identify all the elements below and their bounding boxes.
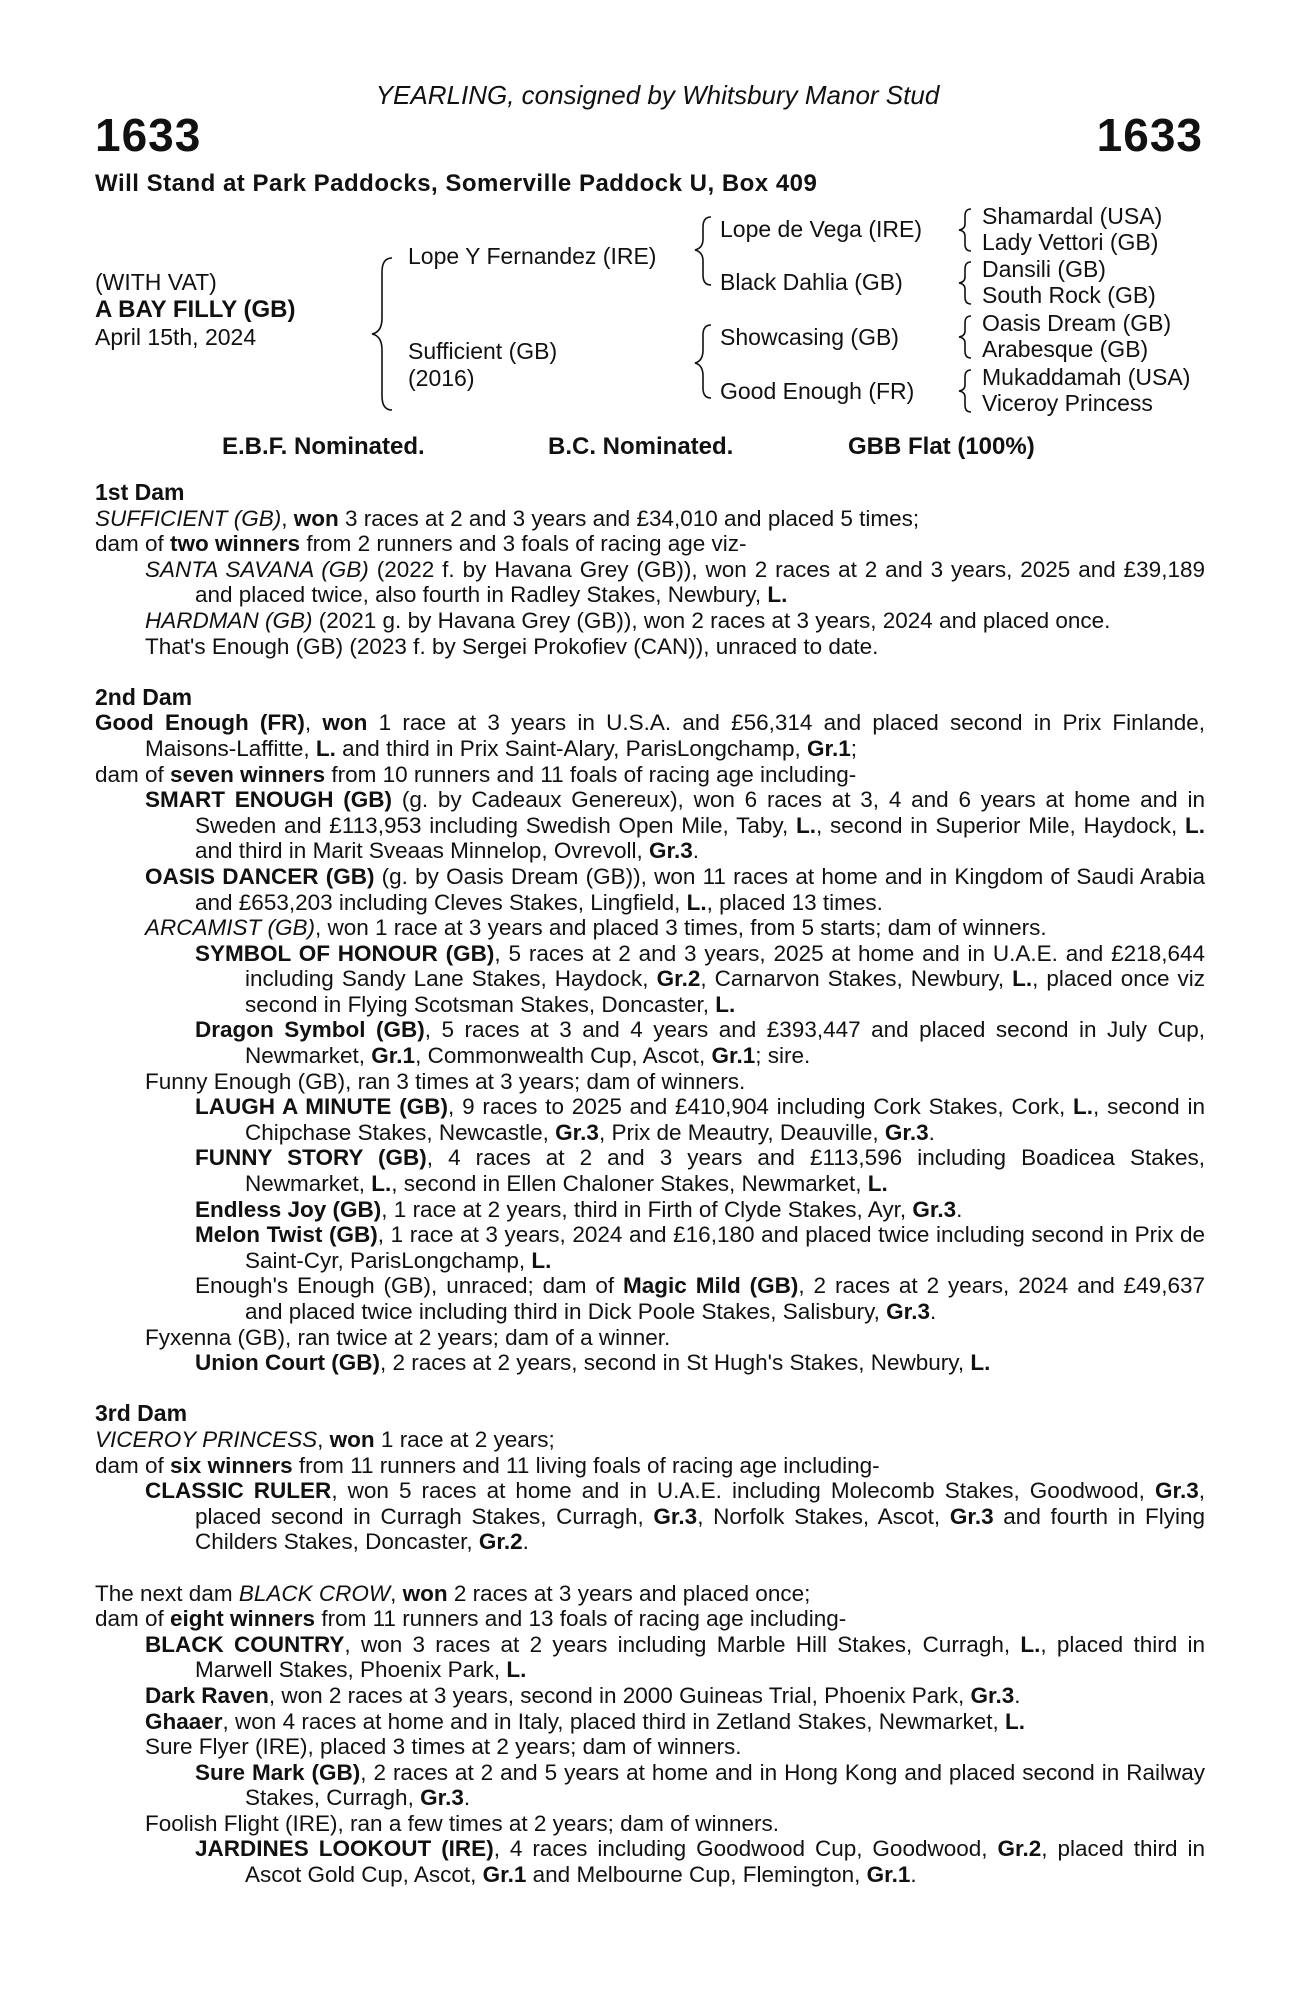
- text-run: , 9 races to 2025 and £410,904 including Cork Stakes, Cork,: [448, 1094, 1074, 1120]
- text-run: from 11 runners and 11 living foals of racing age including-: [292, 1452, 880, 1478]
- bold-run: Gr.1: [866, 1862, 911, 1888]
- bold-run: L.: [371, 1171, 392, 1197]
- bold-run: CLASSIC RULER: [145, 1478, 332, 1504]
- text-run: , placed once viz second in Flying Scotsman Stakes, Doncaster,: [245, 966, 1205, 1017]
- italic-run: ARCAMIST (GB): [145, 915, 316, 941]
- text-run: Fyxenna (GB), ran twice at 2 years; dam of a winner.: [145, 1324, 671, 1350]
- paragraph-gap: [95, 1376, 1205, 1402]
- bold-run: won: [322, 710, 368, 736]
- family-text: [95, 480, 1205, 1888]
- pedigree-paragraph: [95, 506, 1205, 532]
- bold-run: Melon Twist (GB): [195, 1222, 378, 1248]
- bold-run: Gr.1: [711, 1043, 756, 1069]
- text-run: , won 1 race at 3 years and placed 3 times, from 5 starts; dam of winners.: [315, 915, 1047, 941]
- pedigree-paragraph: [95, 1094, 1205, 1145]
- text-run: Enough's Enough (GB), unraced; dam of: [195, 1273, 624, 1299]
- great-grandparent-2: Lady Vettori (GB): [982, 229, 1159, 255]
- pedigree-paragraph: [95, 1734, 1205, 1760]
- text-run: ;: [850, 735, 858, 761]
- dam-sire: Showcasing (GB): [720, 324, 899, 350]
- brace-g2: [959, 262, 971, 304]
- text-run: and fourth in Flying Childers Stakes, Doncaster,: [195, 1503, 1205, 1555]
- sire: Lope Y Fernandez (IRE): [408, 243, 657, 269]
- pedigree-paragraph: [95, 1273, 1205, 1324]
- pedigree-paragraph: [95, 1145, 1205, 1196]
- italic-run: SANTA SAVANA (GB): [145, 556, 369, 582]
- bold-run: Gr.1: [482, 1862, 527, 1888]
- bold-run: two winners: [170, 531, 301, 557]
- bold-run: eight winners: [170, 1606, 316, 1632]
- text-run: from 11 runners and 13 foals of racing age including-: [315, 1606, 847, 1632]
- bold-run: Gr.3: [648, 838, 693, 864]
- text-run: , Commonwealth Cup, Ascot,: [415, 1043, 712, 1069]
- bold-run: L.: [1020, 1631, 1041, 1657]
- lot-number-left: 1633: [95, 109, 202, 161]
- text-run: (g. by Oasis Dream (GB)), won 11 races at home and in Kingdom of Saudi Arabia and £653,203 including Cleves Stakes, Lingfield,: [195, 863, 1205, 915]
- text-run: , won 2 races at 3 years, second in 2000 Guineas Trial, Phoenix Park,: [268, 1682, 971, 1708]
- text-run: Funny Enough (GB), ran 3 times at 3 years; dam of winners.: [145, 1068, 746, 1094]
- lot-name-text: A BAY FILLY (GB): [95, 296, 296, 323]
- text-run: , 4 races including Goodwood Cup, Goodwood,: [493, 1836, 998, 1862]
- text-run: (2022 f. by Havana Grey (GB)), won 2 races at 2 and 3 years, 2025 and £39,189 and placed twice, also fourth in Radley Stakes, Newbury,: [195, 556, 1205, 608]
- bold-run: Gr.3: [886, 1299, 930, 1324]
- great-grandparent-6: Arabesque (GB): [982, 336, 1149, 362]
- dam-dam: Good Enough (FR): [720, 378, 915, 404]
- pedigree-paragraph: [95, 531, 1205, 557]
- dam-year: (2016): [408, 365, 475, 391]
- italic-run: BLACK CROW: [238, 1580, 391, 1606]
- stand-location: Will Stand at Park Paddocks, Somerville Paddock U, Box 409: [95, 170, 818, 197]
- brace-dam: [695, 325, 711, 398]
- bold-run: Gr.3: [912, 1196, 957, 1222]
- sire-dam: Black Dahlia (GB): [720, 269, 903, 295]
- bold-run: Good Enough (FR): [95, 710, 305, 736]
- bold-run: Union Court (GB): [195, 1350, 380, 1376]
- text-run: , 5 races at 3 and 4 years and £393,447 and placed second in July Cup, Newmarket,: [245, 1017, 1205, 1069]
- bold-run: Dark Raven: [145, 1682, 269, 1708]
- gbb-flat: GBB Flat (100%): [848, 433, 1035, 460]
- text-run: , 1 race at 3 years, 2024 and £16,180 and placed twice including second in Prix de Saint-Cyr, ParisLongchamp,: [245, 1222, 1205, 1273]
- text-run: Foolish Flight (IRE), ran a few times at 2 years; dam of winners.: [145, 1810, 779, 1836]
- ebf-nomination: E.B.F. Nominated.: [222, 433, 425, 460]
- bold-run: LAUGH A MINUTE (GB): [195, 1094, 448, 1120]
- text-run: , placed 13 times.: [706, 889, 883, 915]
- text-run: , Prix de Meautry, Deauville,: [598, 1119, 885, 1145]
- text-run: and Melbourne Cup, Flemington,: [526, 1862, 867, 1888]
- text-run: , second in Superior Mile, Haydock,: [815, 812, 1185, 838]
- bold-run: OASIS DANCER (GB): [145, 863, 375, 889]
- great-grandparent-4: South Rock (GB): [982, 282, 1156, 308]
- bold-run: Gr.1: [371, 1043, 416, 1069]
- text-run: , 1 race at 2 years, third in Firth of Clyde Stakes, Ayr,: [381, 1196, 913, 1222]
- bold-run: L.: [1073, 1094, 1094, 1120]
- text-run: .: [910, 1862, 917, 1888]
- text-run: , Norfolk Stakes, Ascot,: [697, 1503, 950, 1529]
- text-run: , 2 races at 2 and 5 years at home and in Hong Kong and placed second in Railway Stakes, Curragh,: [245, 1759, 1205, 1811]
- text-run: , placed third in Marwell Stakes, Phoenix Park,: [195, 1631, 1206, 1683]
- bold-run: Gr.2: [997, 1836, 1042, 1862]
- pedigree-paragraph: [95, 608, 1205, 634]
- bold-run: L.: [867, 1171, 888, 1197]
- pedigree-paragraph: [95, 634, 1205, 660]
- bold-run: Gr.3: [949, 1503, 994, 1529]
- great-grandparent-1: Shamardal (USA): [982, 203, 1163, 229]
- pedigree-paragraph: [95, 1709, 1205, 1735]
- bold-run: Gr.3: [970, 1682, 1015, 1708]
- bold-run: L.: [1012, 966, 1033, 992]
- bold-run: L.: [1005, 1708, 1026, 1734]
- bold-run: Gr.2: [656, 966, 701, 992]
- text-run: , won 5 races at home and in U.A.E. including Molecomb Stakes, Goodwood,: [331, 1478, 1155, 1504]
- bold-run: won: [402, 1580, 448, 1606]
- bold-run: Dragon Symbol (GB): [195, 1017, 425, 1043]
- pedigree-paragraph: [95, 1632, 1205, 1683]
- consignment-line: YEARLING, consigned by Whitsbury Manor Stud: [375, 80, 940, 110]
- paragraph-gap: [95, 659, 1205, 685]
- bold-run: Sure Mark (GB): [195, 1759, 361, 1785]
- vat-note: (WITH VAT): [95, 269, 217, 295]
- bold-run: seven winners: [170, 761, 326, 787]
- bold-run: Ghaaer: [145, 1708, 223, 1734]
- brace-sire: [695, 217, 711, 285]
- pedigree-paragraph: [95, 1017, 1205, 1068]
- bold-run: SYMBOL OF HONOUR (GB): [195, 940, 495, 966]
- pedigree-paragraph: [95, 1606, 1205, 1632]
- section-heading: [95, 480, 1205, 506]
- pedigree-paragraph: [95, 864, 1205, 915]
- italic-run: SUFFICIENT (GB): [95, 505, 282, 531]
- pedigree-paragraph: [95, 787, 1205, 864]
- text-run: 1 race at 2 years;: [374, 1426, 555, 1452]
- brace-main: [372, 258, 392, 410]
- text-run: , won 4 races at home and in Italy, placed third in Zetland Stakes, Newmarket,: [222, 1708, 1006, 1734]
- text-run: The next dam: [95, 1580, 239, 1606]
- bold-run: Magic Mild (GB): [623, 1273, 799, 1299]
- bold-run: SMART ENOUGH (GB): [145, 787, 393, 813]
- text-run: , won 3 races at 2 years including Marble Hill Stakes, Curragh,: [344, 1631, 1021, 1657]
- text-run: 1st Dam: [95, 479, 185, 505]
- text-run: , second in Ellen Chaloner Stakes, Newmarket,: [391, 1171, 868, 1197]
- great-grandparent-7: Mukaddamah (USA): [982, 364, 1191, 390]
- text-run: from 2 runners and 3 foals of racing age viz-: [300, 531, 747, 557]
- text-run: dam of: [95, 1606, 171, 1632]
- text-run: , 2 races at 2 years, second in St Hugh's Stakes, Newbury,: [379, 1350, 971, 1376]
- pedigree-paragraph: [95, 1197, 1205, 1223]
- pedigree-paragraph: [95, 1760, 1205, 1811]
- text-run: dam of: [95, 1452, 171, 1478]
- great-grandparent-3: Dansili (GB): [982, 256, 1106, 282]
- pedigree-paragraph: [95, 1811, 1205, 1837]
- bold-run: L.: [970, 1350, 991, 1376]
- pedigree-paragraph: [95, 1581, 1205, 1607]
- bold-run: Gr.3: [555, 1119, 599, 1145]
- bold-run: Gr.3: [653, 1503, 698, 1529]
- brace-g3: [959, 316, 971, 358]
- bold-run: L.: [506, 1657, 527, 1683]
- pedigree-paragraph: [95, 915, 1205, 941]
- bold-run: L.: [315, 735, 336, 761]
- paragraph-gap: [95, 1555, 1205, 1581]
- sire-sire: Lope de Vega (IRE): [720, 216, 923, 242]
- pedigree-paragraph: [95, 1350, 1205, 1376]
- italic-run: VICEROY PRINCESS: [95, 1426, 318, 1452]
- pedigree-paragraph: [95, 1478, 1205, 1555]
- text-run: (2021 g. by Havana Grey (GB)), won 2 races at 3 years, 2024 and placed once.: [312, 607, 1111, 633]
- bold-run: L.: [1185, 812, 1205, 838]
- pedigree-paragraph: [95, 1325, 1205, 1351]
- text-run: , placed third in Ascot Gold Cup, Ascot,: [245, 1836, 1205, 1888]
- pedigree-paragraph: [95, 1222, 1205, 1273]
- bold-run: L.: [686, 889, 707, 915]
- lot-number-right: 1633: [1096, 109, 1203, 161]
- bold-run: won: [329, 1426, 375, 1452]
- bold-run: L.: [767, 582, 788, 608]
- bold-run: Gr.3: [1154, 1478, 1199, 1504]
- text-run: and third in Prix Saint-Alary, ParisLongchamp,: [335, 735, 807, 761]
- foaling-date: April 15th, 2024: [95, 324, 257, 350]
- text-run: , 4 races at 2 and 3 years and £113,596 including Boadicea Stakes, Newmarket,: [245, 1145, 1205, 1197]
- bold-run: L.: [795, 812, 816, 838]
- section-heading: [95, 1401, 1205, 1427]
- pedigree-paragraph: [95, 1069, 1205, 1095]
- bold-run: L.: [531, 1247, 552, 1273]
- pedigree-paragraph: [95, 1836, 1205, 1887]
- great-grandparent-8: Viceroy Princess: [982, 390, 1153, 416]
- text-run: ,: [304, 710, 323, 736]
- text-run: 2nd Dam: [95, 683, 193, 710]
- text-run: .: [692, 838, 700, 864]
- text-run: That's Enough (GB) (2023 f. by Sergei Prokofiev (CAN)), unraced to date.: [145, 633, 879, 659]
- bold-run: six winners: [170, 1452, 293, 1478]
- text-run: ,: [390, 1580, 403, 1606]
- text-run: dam of: [95, 531, 171, 557]
- text-run: , second in Chipchase Stakes, Newcastle,: [245, 1094, 1205, 1145]
- bc-nomination: B.C. Nominated.: [548, 433, 734, 460]
- text-run: ; sire.: [755, 1043, 811, 1069]
- pedigree-paragraph: [95, 1453, 1205, 1479]
- pedigree-paragraph: [95, 710, 1205, 761]
- pedigree-paragraph: [95, 1683, 1205, 1709]
- bold-run: won: [293, 505, 339, 531]
- italic-run: HARDMAN (GB): [145, 607, 313, 633]
- pedigree-paragraph: [95, 1427, 1205, 1453]
- text-run: (g. by Cadeaux Genereux), won 6 races at 3, 4 and 6 years at home and in Sweden and £113,953 including Swedish Open Mile, Taby,: [195, 787, 1205, 838]
- bold-run: Gr.3: [884, 1119, 929, 1145]
- text-run: , 5 races at 2 and 3 years, 2025 at home and in U.A.E. and £218,644 including Sandy Lane Stakes, Haydock,: [245, 940, 1206, 992]
- bold-run: FUNNY STORY (GB): [195, 1145, 427, 1171]
- text-run: ,: [281, 505, 294, 531]
- bold-run: L.: [715, 991, 736, 1017]
- text-run: .: [928, 1119, 935, 1145]
- bold-run: BLACK COUNTRY: [145, 1631, 345, 1657]
- pedigree-paragraph: [95, 941, 1205, 1018]
- text-run: 2 races at 3 years and placed once;: [447, 1580, 811, 1606]
- text-run: , placed second in Curragh Stakes, Curragh,: [195, 1478, 1205, 1529]
- section-heading: [95, 685, 1205, 711]
- bold-run: Gr.2: [478, 1529, 523, 1555]
- text-run: .: [1014, 1682, 1021, 1708]
- text-run: 3 races at 2 and 3 years and £34,010 and placed 5 times;: [338, 505, 920, 531]
- text-run: 3rd Dam: [95, 1400, 188, 1427]
- text-run: from 10 runners and 11 foals of racing age including-: [325, 761, 857, 787]
- text-run: .: [956, 1196, 963, 1222]
- text-run: 1 race at 3 years in U.S.A. and £56,314 and placed second in Prix Finlande, Maisons-Laffitte,: [145, 710, 1205, 761]
- brace-g1: [959, 209, 971, 251]
- text-run: .: [522, 1529, 529, 1555]
- great-grandparent-5: Oasis Dream (GB): [982, 310, 1172, 336]
- text-run: and third in Marit Sveaas Minnelop, Ovrevoll,: [195, 838, 649, 864]
- text-run: , 2 races at 2 years, 2024 and £49,637 and placed twice including third in Dick Poole Stakes, Salisbury,: [245, 1273, 1205, 1324]
- bold-run: Gr.1: [806, 735, 851, 761]
- bold-run: Gr.3: [420, 1785, 464, 1811]
- dam: Sufficient (GB): [408, 338, 558, 364]
- text-run: dam of: [95, 761, 171, 787]
- bold-run: Endless Joy (GB): [195, 1196, 382, 1222]
- text-run: .: [463, 1785, 471, 1811]
- pedigree-paragraph: [95, 557, 1205, 608]
- text-run: .: [929, 1299, 937, 1324]
- text-run: , Carnarvon Stakes, Newbury,: [700, 966, 1013, 992]
- bold-run: JARDINES LOOKOUT (IRE): [195, 1836, 494, 1862]
- text-run: Sure Flyer (IRE), placed 3 times at 2 years; dam of winners.: [145, 1734, 742, 1760]
- text-run: ,: [317, 1426, 330, 1452]
- brace-g4: [959, 370, 971, 412]
- pedigree-paragraph: [95, 762, 1205, 788]
